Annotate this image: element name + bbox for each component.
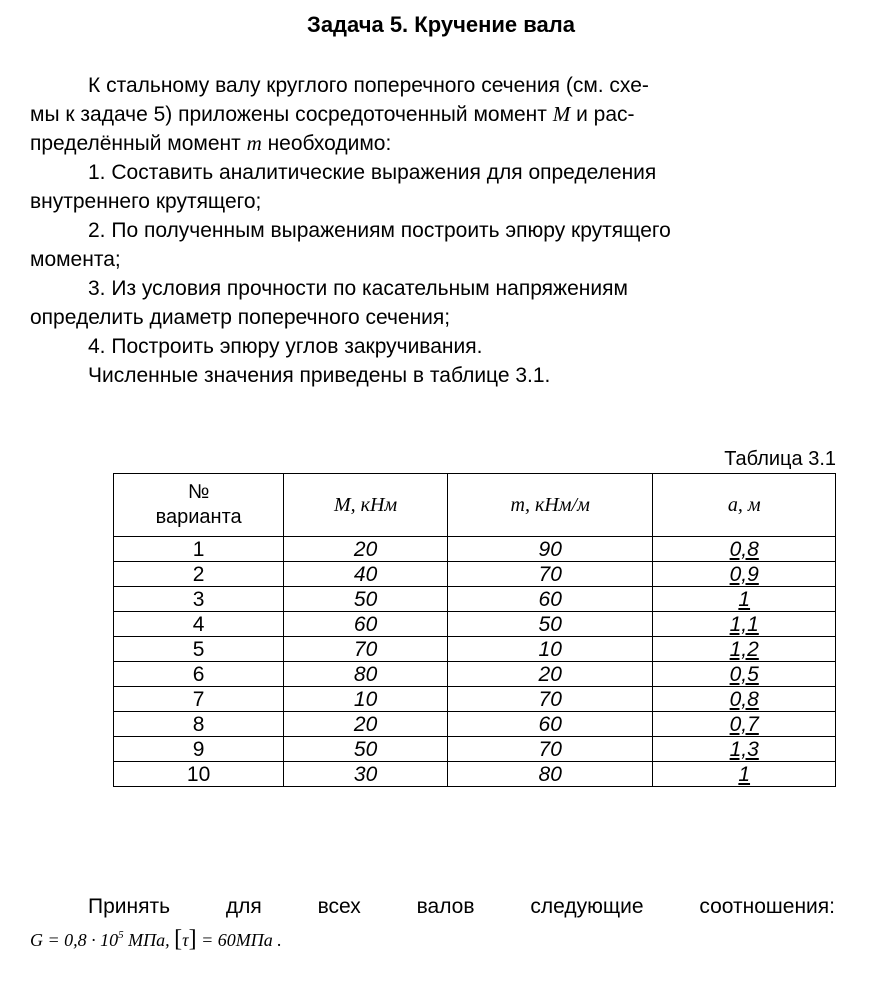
formula-bracket-right: ] bbox=[188, 926, 197, 952]
cell-M: 50 bbox=[284, 587, 448, 612]
cell-M: 20 bbox=[284, 712, 448, 737]
header-M: M, кНм bbox=[284, 474, 448, 537]
cell-m: 50 bbox=[447, 612, 652, 637]
header-a: a, м bbox=[653, 474, 836, 537]
step-2-cont: момента; bbox=[30, 248, 121, 271]
header-m: m, кНм/м bbox=[447, 474, 652, 537]
step-3-cont: определить диаметр поперечного сечения; bbox=[30, 306, 451, 329]
footer-word: для bbox=[225, 895, 262, 918]
table-row bbox=[114, 762, 836, 787]
footer-word: соотношения: bbox=[699, 895, 835, 918]
header-variant-bottom: варианта bbox=[155, 506, 242, 528]
formula-end: . bbox=[272, 930, 282, 950]
table-body bbox=[114, 537, 836, 787]
table-row bbox=[114, 537, 836, 562]
cell-a: 0,7 bbox=[653, 712, 836, 737]
step-1: 1. Составить аналитические выражения для определения bbox=[88, 161, 657, 184]
header-variant bbox=[114, 474, 284, 537]
cell-a: 0,8 bbox=[653, 687, 836, 712]
cell-m: 90 bbox=[447, 537, 652, 562]
table-row bbox=[114, 587, 836, 612]
cell-M: 40 bbox=[284, 562, 448, 587]
table-row bbox=[114, 562, 836, 587]
formula-G-exponent: 5 bbox=[118, 929, 124, 941]
cell-m: 10 bbox=[447, 637, 652, 662]
cell-variant: 2 bbox=[114, 562, 284, 587]
intro-paragraph bbox=[30, 71, 835, 158]
formula-line bbox=[30, 926, 282, 953]
formula-tau-value: = 60МПа bbox=[196, 930, 273, 950]
cell-M: 20 bbox=[284, 537, 448, 562]
cell-m: 60 bbox=[447, 712, 652, 737]
cell-variant: 10 bbox=[114, 762, 284, 787]
cell-m: 60 bbox=[447, 587, 652, 612]
intro-line-2b: и рас- bbox=[570, 103, 635, 126]
cell-M: 10 bbox=[284, 687, 448, 712]
cell-variant: 8 bbox=[114, 712, 284, 737]
cell-variant: 7 bbox=[114, 687, 284, 712]
cell-a: 1,2 bbox=[653, 637, 836, 662]
table-row bbox=[114, 612, 836, 637]
intro-line-2-text bbox=[30, 100, 635, 129]
intro-line-1-text: К стальному валу круглого поперечного сечения (см. схе- bbox=[88, 74, 649, 97]
cell-a: 1 bbox=[653, 762, 836, 787]
formula-separator: , bbox=[165, 930, 175, 950]
cell-a: 0,9 bbox=[653, 562, 836, 587]
cell-M: 50 bbox=[284, 737, 448, 762]
intro-line-2a: мы к задаче 5) приложены сосредоточенный момент bbox=[30, 103, 553, 126]
table-reference: Численные значения приведены в таблице 3.1. bbox=[88, 364, 551, 387]
cell-m: 20 bbox=[447, 662, 652, 687]
formula-G-unit: МПа bbox=[123, 930, 166, 950]
header-variant-top: № bbox=[187, 481, 210, 503]
footer-line bbox=[30, 893, 835, 921]
cell-a: 1 bbox=[653, 587, 836, 612]
step-3 bbox=[30, 274, 835, 303]
variants-table bbox=[113, 473, 836, 787]
cell-a: 0,5 bbox=[653, 662, 836, 687]
symbol-m: m bbox=[246, 131, 262, 155]
intro-line-1 bbox=[30, 71, 835, 100]
step-1-cont: внутреннего крутящего; bbox=[30, 190, 262, 213]
cell-M: 60 bbox=[284, 612, 448, 637]
cell-a: 1,1 bbox=[653, 612, 836, 637]
step-2: 2. По полученным выражениям построить эпюру крутящего bbox=[88, 219, 671, 242]
table-row bbox=[114, 687, 836, 712]
page-title: Задача 5. Кручение вала bbox=[307, 12, 575, 37]
cell-variant: 5 bbox=[114, 637, 284, 662]
formula-G: G = 0,8 · 10 bbox=[30, 930, 119, 950]
footer-word: валов bbox=[416, 895, 475, 918]
table-row bbox=[114, 637, 836, 662]
footer-word: Принять bbox=[88, 895, 171, 918]
intro-line-3b: необходимо: bbox=[261, 132, 392, 155]
table-row bbox=[114, 662, 836, 687]
cell-variant: 4 bbox=[114, 612, 284, 637]
step-4: 4. Построить эпюру углов закручивания. bbox=[88, 335, 483, 358]
cell-m: 80 bbox=[447, 762, 652, 787]
table-row bbox=[114, 712, 836, 737]
cell-M: 70 bbox=[284, 637, 448, 662]
cell-m: 70 bbox=[447, 687, 652, 712]
footer-word: всех bbox=[317, 895, 361, 918]
cell-m: 70 bbox=[447, 562, 652, 587]
table-header-row bbox=[114, 474, 836, 537]
formula-bracket-left: [ bbox=[174, 926, 183, 952]
footer-word: следующие bbox=[530, 895, 644, 918]
cell-M: 80 bbox=[284, 662, 448, 687]
symbol-M: M bbox=[552, 102, 571, 126]
table-caption: Таблица 3.1 bbox=[724, 448, 836, 470]
cell-variant: 1 bbox=[114, 537, 284, 562]
formula-tau: τ bbox=[182, 930, 189, 950]
cell-m: 70 bbox=[447, 737, 652, 762]
cell-variant: 6 bbox=[114, 662, 284, 687]
cell-a: 0,8 bbox=[653, 537, 836, 562]
cell-variant: 3 bbox=[114, 587, 284, 612]
intro-line-3a: пределённый момент bbox=[30, 132, 247, 155]
cell-M: 30 bbox=[284, 762, 448, 787]
steps-list bbox=[30, 158, 835, 390]
intro-line-3 bbox=[30, 129, 835, 158]
table-row bbox=[114, 737, 836, 762]
footer-text bbox=[30, 893, 835, 921]
cell-a: 1,3 bbox=[653, 737, 836, 762]
cell-variant: 9 bbox=[114, 737, 284, 762]
intro-line-2 bbox=[30, 100, 835, 129]
step-3-text: 3. Из условия прочности по касательным напряжениям bbox=[88, 277, 628, 300]
